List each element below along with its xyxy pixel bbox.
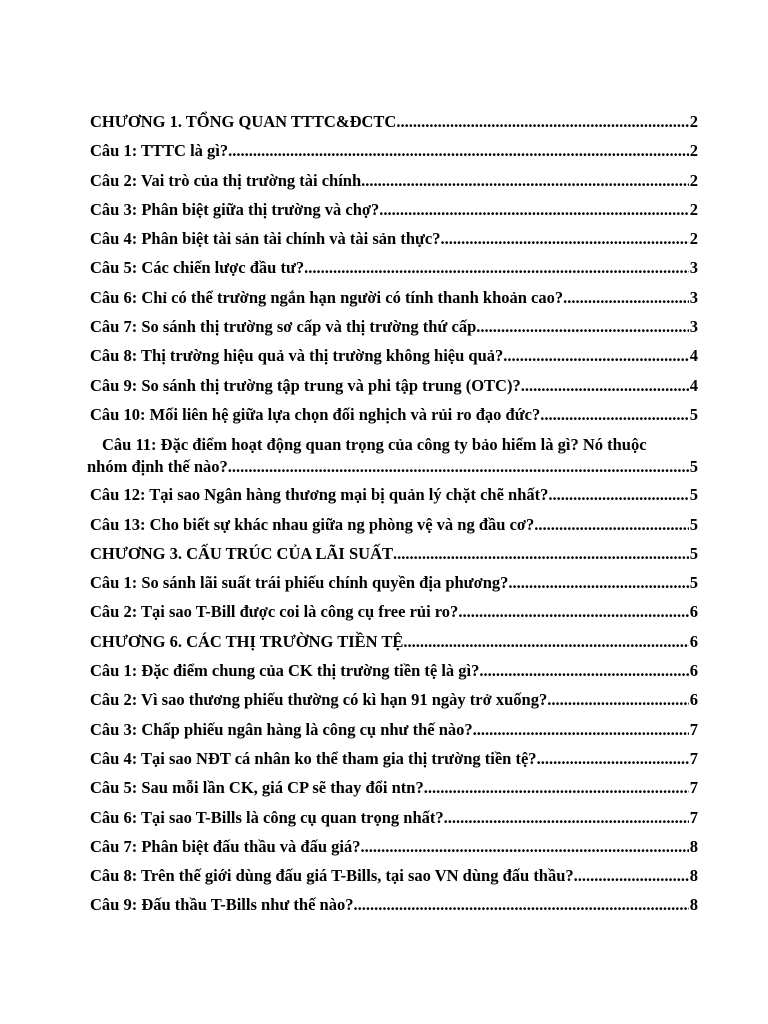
dot-leader — [574, 866, 689, 886]
toc-entry-title: Câu 2: Tại sao T-Bill được coi là công cụ free rủi ro? — [90, 602, 459, 622]
toc-entry[interactable] — [90, 573, 698, 602]
dot-leader — [353, 895, 688, 915]
toc-entry-page: 5 — [689, 457, 698, 477]
toc-entry-chapter-3[interactable] — [90, 544, 698, 573]
toc-entry-title: Câu 2: Vì sao thương phiếu thường có kì hạn 91 ngày trở xuống? — [90, 690, 548, 710]
dot-leader — [361, 171, 689, 191]
toc-entry-page: 7 — [689, 719, 698, 739]
toc-entry-page: 2 — [689, 112, 698, 131]
toc-entry-page: 6 — [689, 602, 698, 622]
dot-leader — [379, 200, 688, 220]
dot-leader — [503, 346, 688, 366]
toc-entry-title: Câu 9: Đấu thầu T-Bills như thế nào? — [90, 895, 354, 915]
dot-leader — [424, 778, 689, 798]
toc-entry-page: 2 — [689, 229, 698, 249]
toc-entry-title: Câu 13: Cho biết sự khác nhau giữa ng phòng vệ và ng đầu cơ? — [90, 514, 535, 534]
toc-entry-title: Câu 6: Chỉ có thể trường ngắn hạn người có tính thanh khoản cao? — [90, 287, 564, 307]
dot-leader — [547, 690, 689, 710]
toc-entry-page: 2 — [689, 170, 698, 190]
toc-entry[interactable] — [90, 141, 698, 170]
toc-entry-title: Câu 4: Tại sao NĐT cá nhân ko thể tham gia thị trường tiền tệ? — [90, 748, 537, 768]
toc-entry-title: Câu 12: Tại sao Ngân hàng thương mại bị quản lý chặt chẽ nhất? — [90, 485, 549, 505]
toc-entry[interactable] — [90, 200, 698, 229]
dot-leader — [396, 112, 688, 132]
toc-entry-chapter-1[interactable] — [90, 112, 698, 141]
toc-entry[interactable] — [90, 690, 698, 719]
dot-leader — [534, 515, 688, 535]
toc-entry-title: Câu 1: Đặc điểm chung của CK thị trường tiền tệ là gì? — [90, 661, 480, 681]
toc-entry-page: 7 — [689, 748, 698, 768]
dot-leader — [393, 544, 689, 564]
toc-entry-title: Câu 4: Phân biệt tài sản tài chính và tài sản thực? — [90, 229, 441, 249]
toc-entry-title: Câu 1: So sánh lãi suất trái phiếu chính quyền địa phương? — [90, 573, 509, 593]
toc-entry-title: Câu 7: Phân biệt đấu thầu và đấu giá? — [90, 836, 361, 856]
toc-entry-title: Câu 8: Thị trường hiệu quả và thị trường không hiệu quả? — [90, 346, 504, 366]
toc-entry-page: 5 — [689, 573, 698, 593]
dot-leader — [403, 632, 688, 652]
toc-entry-title: Câu 5: Các chiến lược đầu tư? — [90, 258, 305, 278]
dot-leader — [521, 376, 689, 396]
toc-entry-page: 5 — [689, 404, 698, 424]
toc-entry-page: 7 — [689, 807, 698, 827]
toc-entry-title: Câu 3: Phân biệt giữa thị trường và chợ? — [90, 199, 380, 219]
toc-entry[interactable] — [90, 837, 698, 866]
toc-entry-title: Câu 5: Sau mỗi lần CK, giá CP sẽ thay đổi ntn? — [90, 778, 424, 798]
toc-entry[interactable] — [90, 895, 698, 924]
toc-entry-page: 6 — [689, 690, 698, 710]
toc-entry-title: Câu 1: TTTC là gì? — [90, 141, 229, 161]
table-of-contents — [87, 112, 698, 925]
dot-leader — [540, 405, 689, 425]
toc-entry[interactable] — [90, 346, 698, 375]
toc-entry[interactable] — [90, 866, 698, 895]
dot-leader — [441, 229, 689, 249]
toc-entry-title: CHƯƠNG 3. CẤU TRÚC CỦA LÃI SUẤT — [90, 543, 393, 563]
dot-leader — [548, 485, 688, 505]
dot-leader — [473, 720, 689, 740]
toc-entry-chapter-6[interactable] — [90, 632, 698, 661]
toc-entry-page: 5 — [689, 543, 698, 563]
toc-entry[interactable] — [90, 317, 698, 346]
toc-entry[interactable] — [90, 720, 698, 749]
toc-entry[interactable] — [90, 288, 698, 317]
dot-leader — [228, 141, 689, 161]
toc-entry[interactable] — [90, 749, 698, 778]
toc-entry-title-line1: Câu 11: Đặc điểm hoạt động quan trọng của công ty bảo hiểm là gì? Nó thuộc — [102, 435, 647, 455]
toc-entry-title: CHƯƠNG 1. TỔNG QUAN TTTC&ĐCTC — [90, 112, 397, 131]
toc-entry-page: 4 — [689, 346, 698, 366]
toc-entry-title: Câu 8: Trên thế giới dùng đấu giá T-Bills, tại sao VN dùng đấu thầu? — [90, 866, 574, 886]
toc-entry[interactable] — [90, 485, 698, 514]
dot-leader — [537, 749, 689, 769]
dot-leader — [228, 456, 689, 478]
toc-entry-page: 8 — [689, 836, 698, 856]
toc-entry-page: 2 — [689, 199, 698, 219]
toc-entry-page: 7 — [689, 778, 698, 798]
dot-leader — [444, 808, 689, 828]
dot-leader — [479, 661, 688, 681]
toc-entry-title: Câu 2: Vai trò của thị trường tài chính — [90, 170, 362, 190]
toc-entry-title: Câu 9: So sánh thị trường tập trung và phi tập trung (OTC)? — [90, 375, 521, 395]
dot-leader — [361, 837, 689, 857]
toc-entry-page: 3 — [689, 287, 698, 307]
toc-entry[interactable] — [90, 171, 698, 200]
toc-entry-page: 8 — [689, 895, 698, 915]
toc-entry-wrapped[interactable] — [87, 434, 698, 478]
toc-entry-page: 8 — [689, 866, 698, 886]
toc-entry-page: 6 — [689, 631, 698, 651]
dot-leader — [508, 573, 688, 593]
toc-entry-title: Câu 7: So sánh thị trường sơ cấp và thị trường thứ cấp — [90, 317, 477, 337]
toc-entry-title: CHƯƠNG 6. CÁC THỊ TRƯỜNG TIỀN TỆ — [90, 631, 404, 651]
toc-entry-page: 3 — [689, 317, 698, 337]
toc-entry[interactable] — [90, 602, 698, 631]
toc-entry-title: Câu 6: Tại sao T-Bills là công cụ quan trọng nhất? — [90, 807, 444, 827]
dot-leader — [458, 602, 688, 622]
toc-entry-title: Câu 3: Chấp phiếu ngân hàng là công cụ như thế nào? — [90, 719, 473, 739]
dot-leader — [304, 258, 689, 278]
toc-entry[interactable] — [90, 515, 698, 544]
dot-leader — [476, 317, 689, 337]
toc-entry-page: 6 — [689, 661, 698, 681]
toc-entry[interactable] — [90, 778, 698, 807]
toc-entry-page: 2 — [689, 141, 698, 161]
toc-entry-page: 3 — [689, 258, 698, 278]
toc-entry-title: Câu 10: Mối liên hệ giữa lựa chọn đối nghịch và rủi ro đạo đức? — [90, 404, 541, 424]
toc-entry[interactable] — [90, 405, 698, 434]
toc-entry-line2 — [87, 456, 698, 478]
toc-entry[interactable] — [90, 661, 698, 690]
toc-entry[interactable] — [90, 808, 698, 837]
toc-entry-page: 5 — [689, 485, 698, 505]
dot-leader — [563, 288, 689, 308]
toc-entry[interactable] — [90, 229, 698, 258]
toc-entry-title-line2: nhóm định thế nào? — [87, 457, 228, 477]
toc-entry[interactable] — [90, 258, 698, 287]
toc-entry[interactable] — [90, 376, 698, 405]
toc-entry-page: 4 — [689, 375, 698, 395]
toc-entry-page: 5 — [689, 514, 698, 534]
